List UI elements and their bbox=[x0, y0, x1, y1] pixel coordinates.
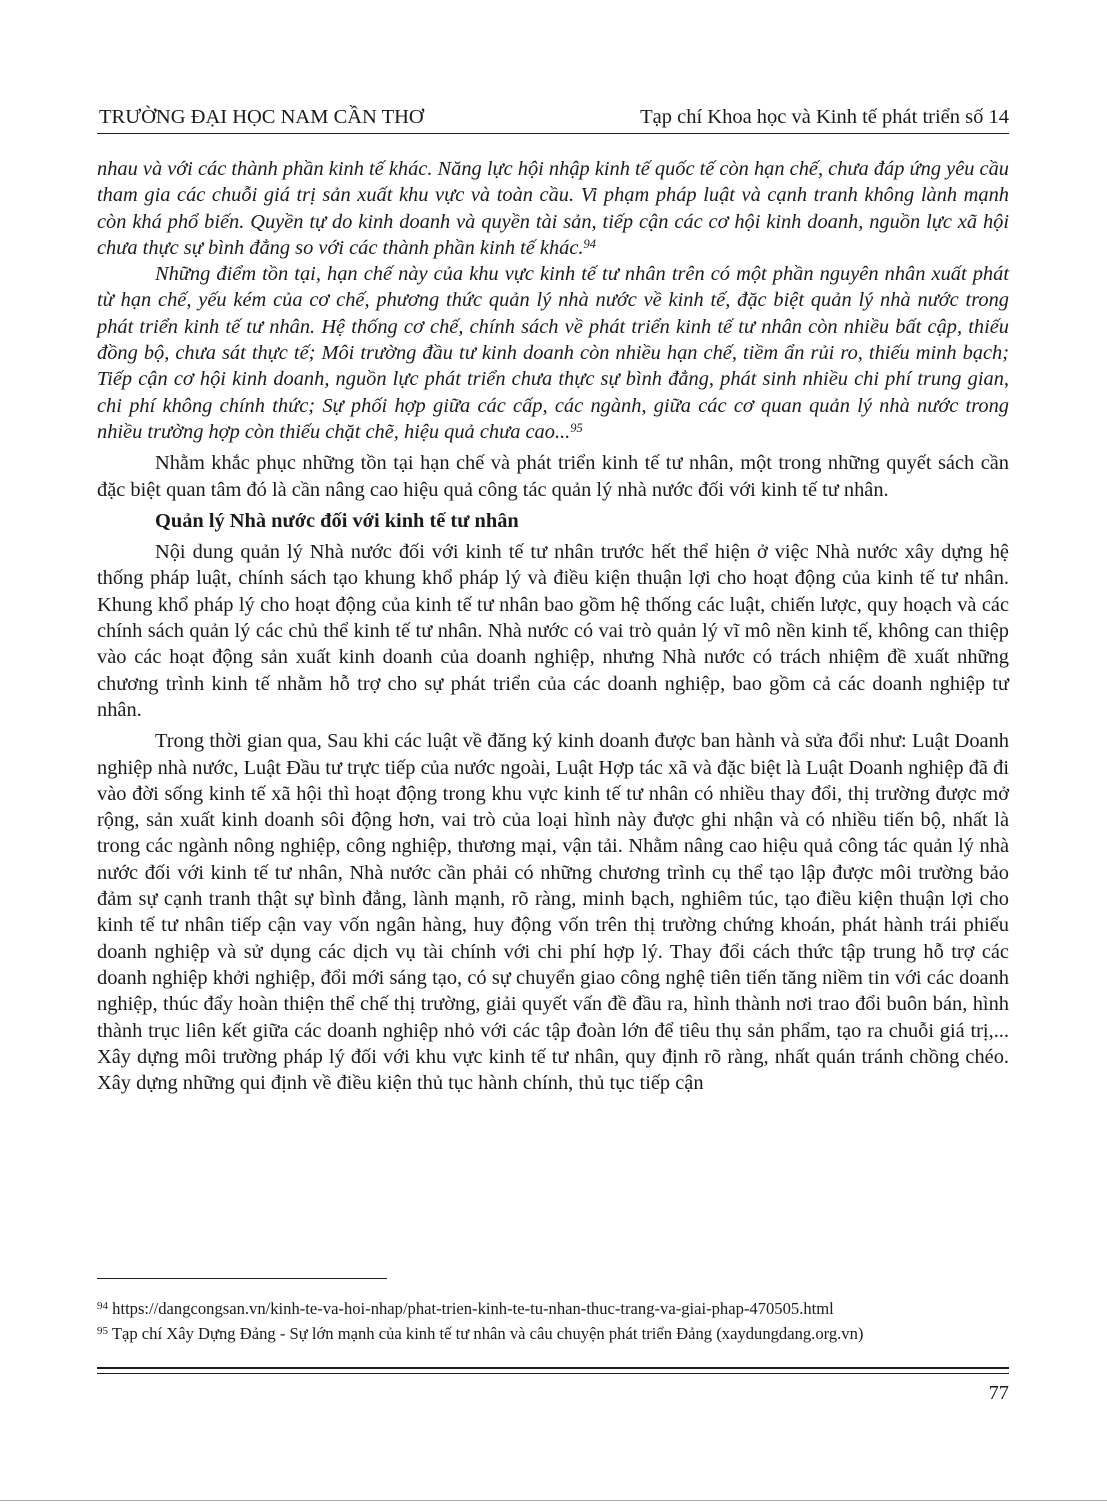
footnote-94-number: 94 bbox=[97, 1300, 108, 1312]
header-rule bbox=[97, 133, 1009, 134]
paragraph-2-text: Những điểm tồn tại, hạn chế này của khu vực kinh tế tư nhân trên có một phần nguyên nhân xuất phát từ hạn chế, yếu kém của cơ chế, phương thức quản lý nhà nước về kinh tế, đặc biệt quản lý nhà nước trong phát triển kinh tế tư nhân. Hệ thống cơ chế, chính sách về phát triển kinh tế tư nhân còn nhiều bất cập, thiếu đồng bộ, chưa sát thực tế; Môi trường đầu tư kinh doanh còn nhiều hạn chế, tiềm ẩn rủi ro, thiếu minh bạch; Tiếp cận cơ hội kinh doanh, nguồn lực phát triển chưa thực sự bình đẳng, phát sinh nhiều chi phí trung gian, chi phí không chính thức; Sự phối hợp giữa các cấp, các ngành, giữa các cơ quan quản lý nhà nước trong nhiều trường hợp còn thiếu chặt chẽ, hiệu quả chưa cao... bbox=[97, 263, 1009, 443]
paragraph-1-text: nhau và với các thành phần kinh tế khác. Năng lực hội nhập kinh tế quốc tế còn hạn chế, chưa đáp ứng yêu cầu tham gia các chuỗi giá trị sản xuất khu vực và toàn cầu. Vi phạm pháp luật và cạnh tranh không lành mạnh còn khá phổ biến. Quyền tự do kinh doanh và quyền tài sản, tiếp cận các cơ hội kinh doanh, nguồn lực xã hội chưa thực sự bình đẳng so với các thành phần kinh tế khác. bbox=[97, 158, 1009, 259]
footer-rule-thick bbox=[97, 1367, 1009, 1369]
footnote-94 bbox=[97, 1296, 1009, 1321]
page-number: 77 bbox=[988, 1382, 1009, 1404]
page-edge-line bbox=[0, 1500, 1107, 1501]
footnotes bbox=[97, 1296, 1009, 1346]
header-journal: Tạp chí Khoa học và Kinh tế phát triển số 14 bbox=[640, 106, 1009, 128]
footnote-94-text: https://dangcongsan.vn/kinh-te-va-hoi-nhap/phat-trien-kinh-te-tu-nhan-thuc-trang-va-giai-phap-470505.html bbox=[112, 1299, 834, 1318]
footnote-separator bbox=[97, 1278, 387, 1279]
footnote-95 bbox=[97, 1321, 1009, 1346]
paragraph-4: Nội dung quản lý Nhà nước đối với kinh tế tư nhân trước hết thể hiện ở việc Nhà nước xây dựng hệ thống pháp luật, chính sách tạo khung khổ pháp lý và điều kiện thuận lợi cho hoạt động của kinh tế tư nhân. Khung khổ pháp lý cho hoạt động của kinh tế tư nhân bao gồm hệ thống các luật, chiến lược, quy hoạch và các chính sách quản lý các chủ thể kinh tế tư nhân. Nhà nước có vai trò quản lý vĩ mô nền kinh tế, không can thiệp vào các hoạt động sản xuất kinh doanh của doanh nghiệp, nhưng Nhà nước có trách nhiệm đề xuất những chương trình kinh tế nhằm hỗ trợ cho sự phát triển của các doanh nghiệp, bao gồm cả các doanh nghiệp tư nhân. bbox=[97, 541, 1009, 721]
main-text bbox=[97, 156, 1009, 1096]
footnote-ref-94: 94 bbox=[583, 236, 597, 251]
header-institution: TRƯỜNG ĐẠI HỌC NAM CẦN THƠ bbox=[99, 106, 424, 128]
running-header bbox=[97, 101, 1009, 133]
footer-rule-thin bbox=[97, 1373, 1009, 1374]
paragraph-3: Nhằm khắc phục những tồn tại hạn chế và phát triển kinh tế tư nhân, một trong những quyết sách cần đặc biệt quan tâm đó là cần nâng cao hiệu quả công tác quản lý nhà nước đối với kinh tế tư nhân. bbox=[97, 452, 1009, 501]
section-heading: Quản lý Nhà nước đối với kinh tế tư nhân bbox=[155, 509, 519, 532]
footnote-95-text: Tạp chí Xây Dựng Đảng - Sự lớn mạnh của kinh tế tư nhân và câu chuyện phát triển Đảng (xaydungdang.org.vn) bbox=[111, 1324, 864, 1343]
footnote-95-number: 95 bbox=[97, 1325, 108, 1337]
paragraph-1 bbox=[97, 156, 1009, 261]
paragraph-5: Trong thời gian qua, Sau khi các luật về đăng ký kinh doanh được ban hành và sửa đổi như: Luật Doanh nghiệp nhà nước, Luật Đầu tư trực tiếp của nước ngoài, Luật Hợp tác xã và đặc biệt là Luật Doanh nghiệp đã đi vào đời sống kinh tế xã hội thì hoạt động trong khu vực kinh tế tư nhân có nhiều thay đổi, thị trường được mở rộng, sản xuất kinh doanh sôi động hơn, vai trò của loại hình này được ghi nhận và có nhiều tiến bộ, nhất là trong các ngành nông nghiệp, công nghiệp, thương mại, vận tải. Nhằm nâng cao hiệu quả công tác quản lý nhà nước đối với kinh tế tư nhân, Nhà nước cần phải có những chương trình cụ thể tạo lập được môi trường bảo đảm sự cạnh tranh thật sự bình đẳng, lành mạnh, rõ ràng, minh bạch, nghiêm túc, tạo điều kiện thuận lợi cho kinh tế tư nhân tiếp cận vay vốn ngân hàng, huy động vốn trên thị trường chứng khoán, phát hành trái phiếu doanh nghiệp và sử dụng các dịch vụ tài chính với chi phí hợp lý. Thay đổi cách thức tập trung hỗ trợ các doanh nghiệp khởi nghiệp, đổi mới sáng tạo, có sự chuyển giao công nghệ tiên tiến tăng niềm tin với các doanh nghiệp, thúc đẩy hoàn thiện thể chế thị trường, giải quyết vấn đề đầu ra, hình thành nơi trao đổi buôn bán, hình thành trục liên kết giữa các doanh nghiệp nhỏ với các tập đoàn lớn để tiêu thụ sản phẩm, tạo ra chuỗi giá trị,... Xây dựng môi trường pháp lý đối với khu vực kinh tế tư nhân, quy định rõ ràng, nhất quán tránh chồng chéo. Xây dựng những qui định về điều kiện thủ tục hành chính, thủ tục tiếp cận bbox=[97, 730, 1009, 1095]
footnote-ref-95: 95 bbox=[570, 420, 583, 435]
paragraph-2 bbox=[97, 261, 1009, 445]
